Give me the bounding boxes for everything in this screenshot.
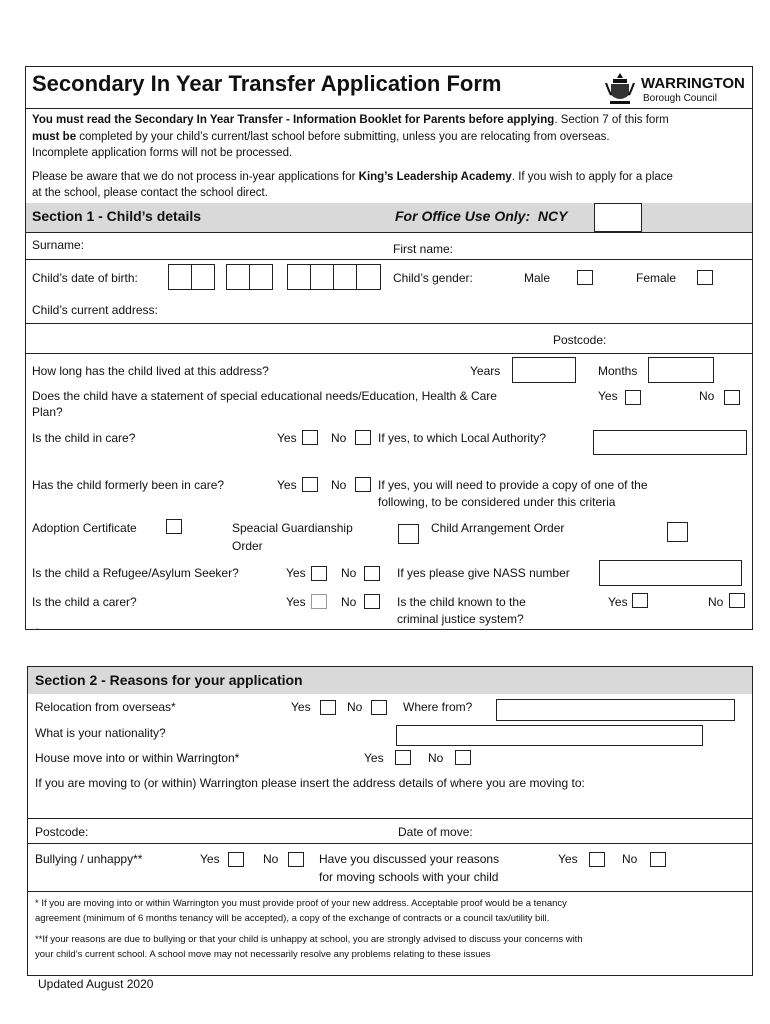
house-move-yes-checkbox[interactable] — [395, 750, 411, 765]
cjs-no-label: No — [708, 595, 724, 609]
intro-line-2 — [32, 130, 610, 144]
nass-input[interactable] — [599, 560, 742, 586]
stray-mark: ` — [36, 628, 40, 639]
discussed-label: Have you discussed your reasons — [319, 852, 500, 866]
discussed-no-checkbox[interactable] — [650, 852, 666, 867]
sen-yes-label: Yes — [598, 389, 618, 403]
relocation-yes-checkbox[interactable] — [320, 700, 336, 715]
carer-no-checkbox[interactable] — [364, 594, 380, 609]
divider — [25, 259, 753, 260]
footnote-2: **If your reasons are due to bullying or that your child is unhappy at school, you are strongly advised to discuss your concerns with — [35, 934, 583, 945]
carer-label: Is the child a carer? — [32, 595, 137, 609]
male-label: Male — [524, 271, 551, 285]
refugee-no-label: No — [341, 566, 357, 580]
sgo-checkbox[interactable] — [398, 524, 419, 544]
divider — [27, 818, 753, 819]
sen-question: Does the child have a statement of special educational needs/Education, Health & Care — [32, 389, 497, 403]
formerly-care-no-label: No — [331, 478, 347, 492]
intro-para-2-line-2: at the school, please contact the school direct. — [32, 187, 268, 199]
surname-label: Surname: — [32, 238, 85, 252]
adoption-label: Adoption Certificate — [32, 521, 137, 535]
years-input[interactable] — [512, 357, 576, 383]
cao-label: Child Arrangement Order — [431, 521, 565, 535]
ncy-label: NCY — [537, 208, 568, 224]
dob-year-4[interactable] — [356, 264, 381, 290]
years-label: Years — [470, 364, 501, 378]
postcode-label: Postcode: — [553, 333, 607, 347]
sen-no-label: No — [699, 389, 715, 403]
relocation-yes-label: Yes — [291, 700, 311, 714]
bullying-no-checkbox[interactable] — [288, 852, 304, 867]
formerly-care-label: Has the child formerly been in care? — [32, 478, 225, 492]
formerly-care-yes-checkbox[interactable] — [302, 477, 318, 492]
sgo-label-line-2: Order — [232, 539, 263, 553]
office-use-text: For Office Use Only: — [395, 208, 531, 224]
footnote-2-line-2: your child’s current school. A school move may not necessarily resolve any problems relating to these issues — [35, 949, 491, 960]
ncy-input[interactable] — [594, 203, 642, 232]
nass-label: If yes please give NASS number — [397, 566, 570, 580]
refugee-yes-label: Yes — [286, 566, 306, 580]
divider — [27, 843, 753, 844]
warrington-logo — [603, 70, 751, 108]
copy-note-line-2: following, to be considered under this criteria — [378, 495, 616, 509]
dob-year-3[interactable] — [333, 264, 358, 290]
refugee-yes-checkbox[interactable] — [311, 566, 327, 581]
carer-yes-label: Yes — [286, 595, 306, 609]
discussed-yes-label: Yes — [558, 852, 578, 866]
section-2-title: Section 2 - Reasons for your application — [35, 672, 303, 688]
in-care-no-checkbox[interactable] — [355, 430, 371, 445]
logo-name: WARRINGTON — [641, 75, 745, 92]
sen-question-line-2: Plan? — [32, 405, 63, 419]
female-label: Female — [636, 271, 677, 285]
male-checkbox[interactable] — [577, 270, 593, 285]
copy-note: If yes, you will need to provide a copy of one of the — [378, 478, 648, 492]
intro-p2-a: Please be aware that we do not process in-year applications for — [32, 171, 359, 183]
first-name-label: First name: — [393, 242, 454, 256]
school-name: King’s Leadership Academy — [358, 171, 512, 183]
discussed-label-line-2: for moving schools with your child — [319, 870, 499, 884]
intro-line-2-text: completed by your child’s current/last school before submitting, unless you are relocating from overseas. — [76, 131, 610, 143]
dob-month-1[interactable] — [226, 264, 251, 290]
bullying-label: Bullying / unhappy** — [35, 852, 143, 866]
formerly-care-no-checkbox[interactable] — [355, 477, 371, 492]
in-care-no-label: No — [331, 431, 347, 445]
carer-no-label: No — [341, 595, 357, 609]
dob-year-1[interactable] — [287, 264, 312, 290]
formerly-care-yes-label: Yes — [277, 478, 297, 492]
logo-sub: Borough Council — [643, 93, 717, 104]
relocation-label: Relocation from overseas* — [35, 700, 176, 714]
divider — [27, 891, 753, 892]
local-authority-input[interactable] — [593, 430, 747, 455]
where-from-input[interactable] — [496, 699, 735, 721]
bullying-no-label: No — [263, 852, 279, 866]
nationality-input[interactable] — [396, 725, 703, 746]
cjs-label: Is the child known to the — [397, 595, 526, 609]
bullying-yes-label: Yes — [200, 852, 220, 866]
months-label: Months — [598, 364, 638, 378]
sgo-label: Speacial Guardianship — [232, 521, 353, 535]
intro-p2-b: . If you wish to apply for a place — [511, 171, 673, 183]
updated-date: Updated August 2020 — [38, 977, 154, 991]
footnote-1: * If you are moving into or within Warrington you must provide proof of your new address. Acceptable proof would be a tenancy — [35, 898, 567, 909]
relocation-no-label: No — [347, 700, 363, 714]
refugee-no-checkbox[interactable] — [364, 566, 380, 581]
cjs-label-line-2: criminal justice system? — [397, 612, 524, 626]
divider — [25, 323, 753, 324]
discussed-no-label: No — [622, 852, 638, 866]
house-move-yes-label: Yes — [364, 751, 384, 765]
female-checkbox[interactable] — [697, 270, 713, 285]
house-move-no-label: No — [428, 751, 444, 765]
refugee-label: Is the child a Refugee/Asylum Seeker? — [32, 566, 239, 580]
house-move-no-checkbox[interactable] — [455, 750, 471, 765]
intro-para-2 — [32, 170, 673, 184]
sen-yes-checkbox[interactable] — [625, 390, 641, 405]
intro-bold: You must read the Secondary In Year Transfer - Information Booklet for Parents before applying — [32, 114, 555, 126]
intro-line-3: Incomplete application forms will not be processed. — [32, 147, 293, 159]
dob-day-1[interactable] — [168, 264, 193, 290]
footnote-1-line-2: agreement (minimum of 6 months tenancy will be accepted), a copy of the exchange of contracts or a council tax/utility bill. — [35, 913, 550, 924]
section-1-title: Section 1 - Child’s details — [32, 208, 202, 224]
house-move-label: House move into or within Warrington* — [35, 751, 240, 765]
cjs-yes-label: Yes — [608, 595, 628, 609]
carer-yes-checkbox[interactable] — [311, 594, 327, 609]
nationality-label: What is your nationality? — [35, 726, 166, 740]
local-authority-label: If yes, to which Local Authority? — [378, 431, 547, 445]
dob-month-2[interactable] — [249, 264, 273, 290]
intro-must-be: must be — [32, 131, 77, 143]
relocation-no-checkbox[interactable] — [371, 700, 387, 715]
in-care-yes-label: Yes — [277, 431, 297, 445]
address-label: Child’s current address: — [32, 303, 158, 317]
divider — [25, 232, 753, 233]
dob-day-2[interactable] — [191, 264, 215, 290]
discussed-yes-checkbox[interactable] — [589, 852, 605, 867]
intro-line-1 — [32, 113, 669, 127]
cjs-no-checkbox[interactable] — [729, 593, 745, 608]
adoption-checkbox[interactable] — [166, 519, 182, 534]
office-use-label — [395, 208, 567, 226]
intro-rest: . Section 7 of this form — [554, 114, 669, 126]
sen-no-checkbox[interactable] — [724, 390, 740, 405]
cao-checkbox[interactable] — [667, 522, 688, 542]
bullying-yes-checkbox[interactable] — [228, 852, 244, 867]
how-long-label: How long has the child lived at this address? — [32, 364, 269, 378]
dob-label: Child’s date of birth: — [32, 271, 138, 285]
in-care-yes-checkbox[interactable] — [302, 430, 318, 445]
form-title: Secondary In Year Transfer Application Form — [32, 71, 502, 96]
in-care-label: Is the child in care? — [32, 431, 136, 445]
dob-year-2[interactable] — [310, 264, 335, 290]
divider — [25, 108, 753, 109]
cjs-yes-checkbox[interactable] — [632, 593, 648, 608]
date-of-move-label: Date of move: — [398, 825, 473, 839]
moving-address-note: If you are moving to (or within) Warrington please insert the address details of where you are moving to: — [35, 776, 585, 790]
divider — [25, 353, 753, 354]
months-input[interactable] — [648, 357, 714, 383]
crest-icon — [605, 71, 635, 107]
where-from-label: Where from? — [403, 700, 473, 714]
gender-label: Child’s gender: — [393, 271, 473, 285]
new-postcode-label: Postcode: — [35, 825, 89, 839]
